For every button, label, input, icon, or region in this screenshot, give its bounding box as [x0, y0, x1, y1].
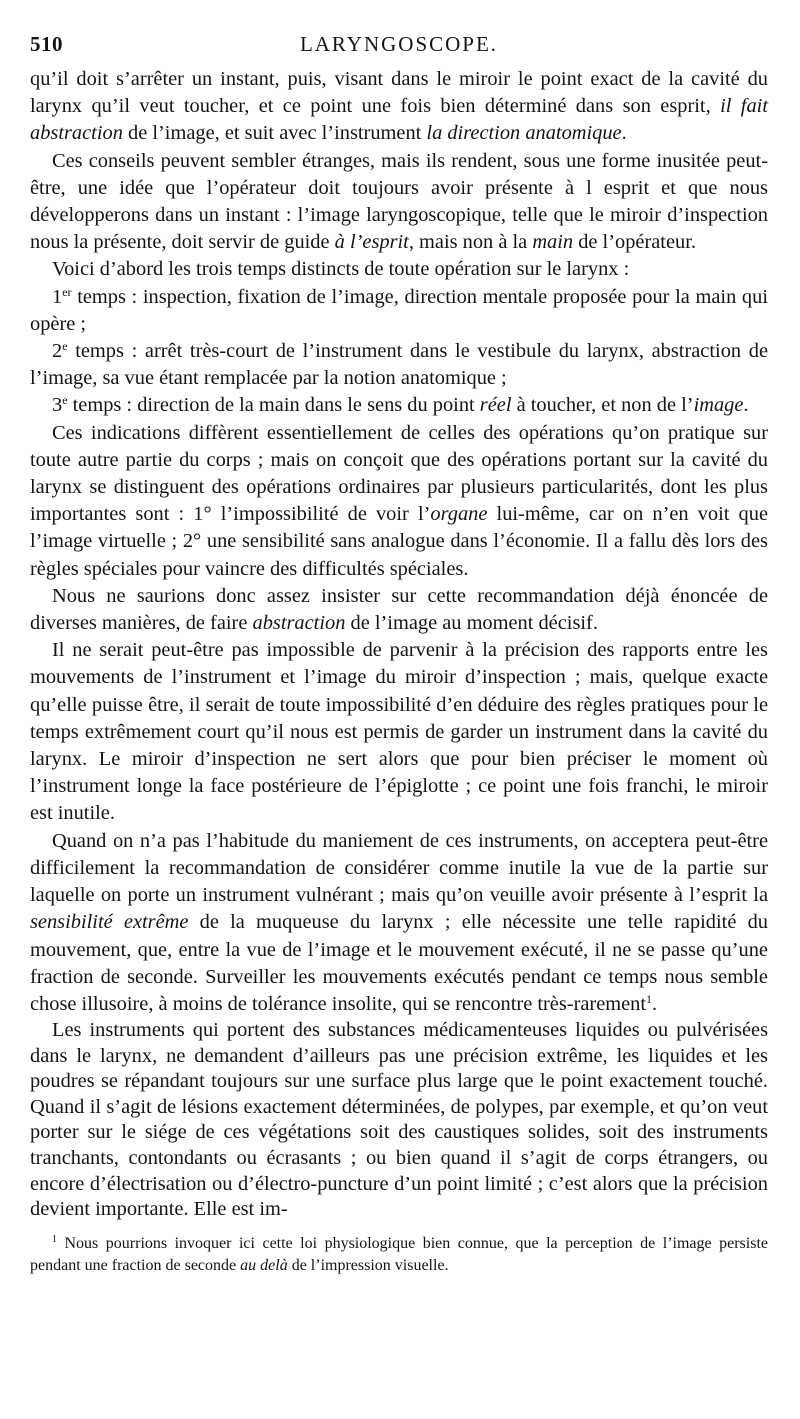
text-run: temps : arrêt très-court de l’instrument dans le vestibule du larynx, abstraction de l’image, sa vue étant remplacée par la notion anatomique ;: [30, 340, 768, 390]
italic-emphasis: sensibilité extrême: [30, 911, 189, 934]
step-second: [30, 338, 768, 392]
footnote-number: 1: [52, 1233, 57, 1245]
text-run: Quand on n’a pas l’habitude du maniement de ces instruments, on acceptera peut-être difficilement la recommandation de considérer comme inutile la vue de la partie sur laquelle on porte un instrument vulnérant ; mais qu’on veuille avoir présente à l’esprit la: [30, 829, 768, 907]
text-run: à toucher, et non de l’: [511, 394, 694, 417]
text-run: .: [652, 992, 658, 1015]
paragraph: [30, 420, 768, 583]
italic-emphasis: organe: [430, 503, 488, 526]
text-run: Nous pourrions invoquer ici cette loi physiologique bien connue, que la perception de l’image persiste pendant une fraction de seconde: [30, 1234, 768, 1274]
ordinal-suffix: e: [62, 393, 68, 408]
italic-emphasis: abstraction: [252, 612, 346, 635]
text-run: lui-même, car on n’en voit que l’image virtuelle ; 2° une sensibilité sans analogue dans l’économie. Il a fallu dès lors des règles spéciales pour vaincre des difficultés spéciales.: [30, 503, 768, 580]
text-run: qu’il doit s’arrêter un instant, puis, visant dans le miroir le point exact de la cavité du larynx qu’il veut toucher, et ce point une fois bien déterminé dans son esprit,: [30, 68, 768, 118]
footnote: [30, 1233, 768, 1277]
italic-emphasis: à l’esprit: [334, 231, 409, 254]
ordinal-suffix: er: [62, 284, 72, 299]
text-run: , mais non à la: [408, 231, 533, 254]
page-number: 510: [30, 32, 63, 56]
text-run: temps : direction de la main dans le sens du point: [67, 394, 480, 417]
italic-emphasis: il fait abstraction: [30, 95, 768, 145]
step-number: 1: [52, 285, 63, 308]
italic-emphasis: réel: [479, 394, 512, 417]
text-run: de l’impression visuelle.: [287, 1256, 449, 1274]
text-run: de l’image au moment décisif.: [345, 612, 598, 635]
paragraph: [30, 256, 768, 283]
text-run: Voici d’abord les trois temps distincts de toute opération sur le larynx :: [52, 258, 630, 281]
italic-emphasis: main: [532, 231, 574, 254]
step-number: 3: [52, 394, 63, 417]
text-run: de l’opérateur.: [573, 231, 696, 254]
text-run: de l’image, et suit avec l’instrument: [122, 122, 427, 145]
paragraph: [30, 1018, 768, 1223]
italic-emphasis: au delà: [240, 1256, 288, 1274]
ordinal-suffix: e: [62, 339, 68, 354]
paragraph: [30, 148, 768, 257]
italic-emphasis: image: [693, 394, 744, 417]
body-text: [30, 66, 768, 1223]
text-run: Les instruments qui portent des substances médicamenteuses liquides ou pulvérisées dans le larynx, ne demandent d’ailleurs pas une précision extrême, les liquides et les poudres se répandant toujours sur une surface plus large que le point exactement touché. Quand il s’agit de lésions exactement déterminées, de polypes, par exemple, et qu’on veut porter sur le siége de ces végétations soit des caustiques solides, soit des instruments tranchants, contondants ou écrasants ; ou bien quand il s’agit de corps étrangers, ou encore d’électrisation ou d’électro-puncture d’un point limité ; c’est alors que la précision devient importante. Elle est im-: [30, 1019, 768, 1221]
text-run: Il ne serait peut-être pas impossible de parvenir à la précision des rapports entre les mouvements de l’instrument et l’image du miroir d’inspection ; mais, quelque exacte qu’elle puisse être, il serait de toute impossibilité d’en déduire des règles pratiques pour le temps extrêmement court qu’il nous est permis de garder un instrument dans la cavité du larynx. Le miroir d’inspection ne sert alors que pour bien préciser le moment où l’instrument longe la face postérieure de l’épiglotte ; ce point une fois franchi, le miroir est inutile.: [30, 639, 768, 825]
text-run: de la muqueuse du larynx ; elle nécessite une telle rapidité du mouvement, que, entre la vue de l’image et le mouvement exécuté, il ne se passe qu’une fraction de seconde. Surveiller les mouvements exécutés pendant ce temps nous semble chose illusoire, à moins de tolérance insolite, qui se rencontre très-rarement: [30, 911, 768, 1015]
running-title: LARYNGOSCOPE.: [299, 32, 499, 56]
paragraph-continued: [30, 66, 768, 148]
step-number: 2: [52, 340, 63, 363]
page-header: [30, 24, 768, 66]
text-run: temps : inspection, fixation de l’image, direction mentale proposée pour la main qui opère ;: [30, 285, 768, 335]
footnote-reference: 1: [646, 991, 653, 1006]
text-run: .: [743, 394, 749, 417]
text-run: Ces conseils peuvent sembler étranges, mais ils rendent, sous une forme inusitée peut-être, une idée que l’opérateur doit toujours avoir présente à l esprit et que nous développerons dans un instant : l’image laryngoscopique, telle que le miroir d’inspection nous la présente, doit servir de guide: [30, 149, 768, 254]
text-run: .: [621, 122, 627, 145]
paragraph: [30, 583, 768, 637]
italic-emphasis: la direction anatomique: [426, 122, 622, 145]
step-first: [30, 284, 768, 338]
paragraph: [30, 828, 768, 1018]
text-run: Nous ne saurions donc assez insister sur cette recommandation déjà énoncée de diverses manières, de faire: [30, 584, 768, 635]
step-third: [30, 392, 768, 419]
paragraph: [30, 637, 768, 827]
text-run: Ces indications diffèrent essentiellement de celles des opérations qu’on pratique sur toute autre partie du corps ; mais on conçoit que des opérations portant sur la cavité du larynx se distinguent des opérations ordinaires par plusieurs particularités, dont les plus importantes sont : 1° l’impossibilité de voir l’: [30, 421, 768, 526]
